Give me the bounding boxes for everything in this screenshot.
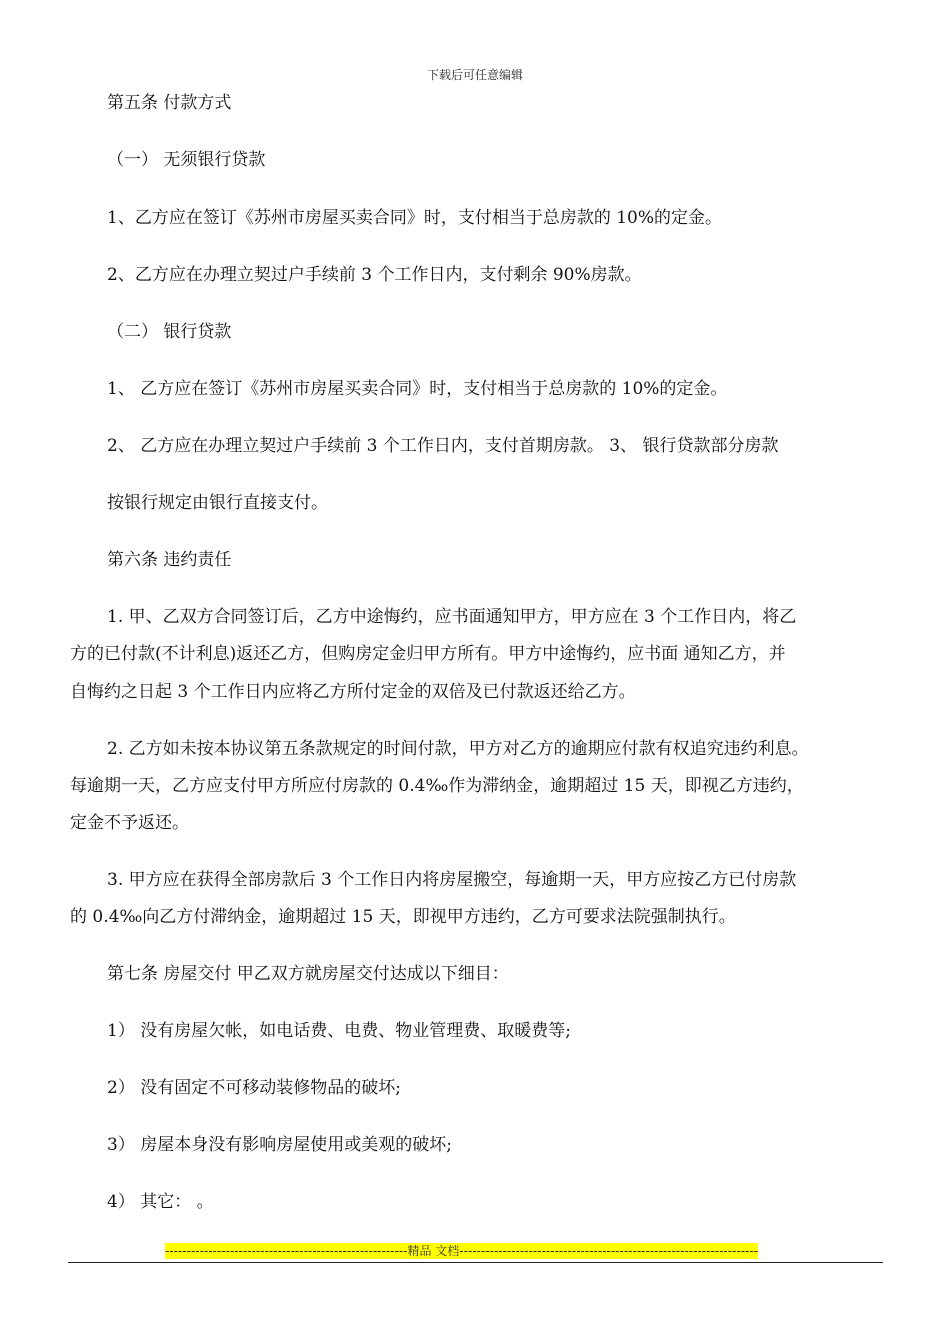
handover-item-4: 4） 其它： 。 — [107, 1192, 214, 1212]
breach-clause-1-line-3: 自悔约之日起 3 个工作日内应将乙方所付定金的双倍及已付款返还给乙方。 — [70, 682, 636, 702]
breach-clause-3-line-2: 的 0.4‰向乙方付滞纳金，逾期超过 15 天，即视甲方违约，乙方可要求法院强制执行。 — [70, 907, 736, 927]
no-loan-item-2: 2、乙方应在办理立契过户手续前 3 个工作日内，支付剩余 90%房款。 — [107, 265, 642, 285]
handover-item-1: 1） 没有房屋欠帐，如电话费、电费、物业管理费、取暖费等; — [107, 1021, 571, 1041]
loan-item-3-continued: 按银行规定由银行直接支付。 — [107, 493, 328, 513]
no-loan-item-1: 1、乙方应在签订《苏州市房屋买卖合同》时，支付相当于总房款的 10%的定金。 — [107, 208, 723, 228]
article-7-heading: 第七条 房屋交付 甲乙双方就房屋交付达成以下细目： — [107, 964, 509, 984]
breach-clause-1-line-1: 1. 甲、乙双方合同签订后，乙方中途悔约，应书面通知甲方，甲方应在 3 个工作日内，将乙 — [107, 607, 797, 627]
handover-item-2: 2） 没有固定不可移动装修物品的破坏; — [107, 1078, 401, 1098]
footer-rule — [68, 1262, 883, 1263]
article-5-heading: 第五条 付款方式 — [107, 93, 232, 113]
footer-banner: --------------------------------------------------------精品 文档--------------------------------------------------------------------- — [165, 1244, 759, 1258]
article-6-heading: 第六条 违约责任 — [107, 550, 232, 570]
breach-clause-2-line-1: 2. 乙方如未按本协议第五条款规定的时间付款，甲方对乙方的逾期应付款有权追究违约利息。 — [107, 739, 809, 759]
breach-clause-1-line-2: 方的已付款(不计利息)返还乙方，但购房定金归甲方所有。甲方中途悔约，应书面 通知乙方，并 — [70, 644, 786, 664]
breach-clause-3-line-1: 3. 甲方应在获得全部房款后 3 个工作日内将房屋搬空，每逾期一天，甲方应按乙方已付房款 — [107, 870, 797, 890]
loan-item-1: 1、 乙方应在签订《苏州市房屋买卖合同》时，支付相当于总房款的 10%的定金。 — [107, 379, 728, 399]
breach-clause-2-line-2: 每逾期一天，乙方应支付甲方所应付房款的 0.4‰作为滞纳金，逾期超过 15 天，即视乙方违约， — [70, 776, 804, 796]
section-no-loan-heading: （一） 无须银行贷款 — [107, 150, 266, 170]
section-loan-heading: （二） 银行贷款 — [107, 322, 232, 342]
breach-clause-2-line-3: 定金不予返还。 — [70, 813, 189, 833]
page-header: 下载后可任意编辑 — [426, 68, 523, 82]
loan-item-2-3: 2、 乙方应在办理立契过户手续前 3 个工作日内，支付首期房款。 3、 银行贷款部分房款 — [107, 436, 779, 456]
handover-item-3: 3） 房屋本身没有影响房屋使用或美观的破坏; — [107, 1135, 452, 1155]
